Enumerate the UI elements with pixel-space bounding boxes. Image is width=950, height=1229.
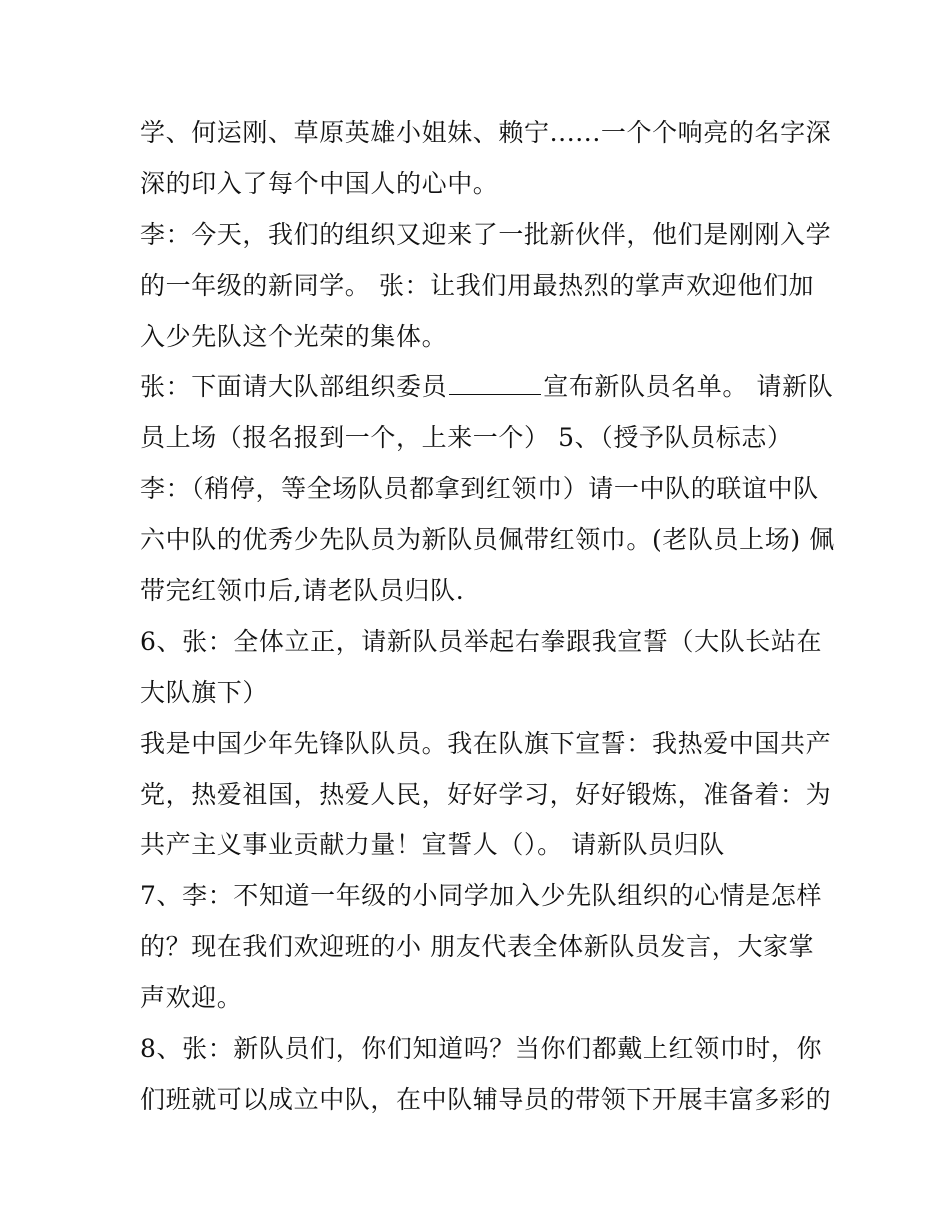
document-page <box>140 108 835 1126</box>
text-line: 深的印入了每个中国人的心中。 <box>140 168 499 198</box>
text-line: 们班就可以成立中队，在中队辅导员的带领下开展丰富多彩的 <box>140 1084 832 1114</box>
text-line: 六中队的优秀少先队员为新队员佩带红领巾。(老队员上场) 佩 <box>140 525 835 555</box>
text-line: 7、李：不知道一年级的小同学加入少先队组织的心情是怎样 <box>140 881 823 911</box>
text-line: 的一年级的新同学。 张：让我们用最热烈的掌声欢迎他们加 <box>140 270 815 300</box>
text-line: 声欢迎。 <box>140 983 243 1013</box>
text-line: 李：（稍停，等全场队员都拿到红领巾）请一中队的联谊中队 <box>140 474 819 504</box>
fill-in-blank <box>449 372 541 395</box>
text-segment: 宣布新队员名单。 请新队 <box>543 372 834 402</box>
text-line: 带完红领巾后,请老队员归队. <box>140 576 465 606</box>
text-line: 的？现在我们欢迎班的小 朋友代表全体新队员发言，大家掌 <box>140 932 815 962</box>
text-line: 共产主义事业贡献力量！宣誓人（）。 请新队员归队 <box>140 830 725 860</box>
text-line: 党，热爱祖国，热爱人民，好好学习，好好锻炼，准备着：为 <box>140 779 832 809</box>
text-line: 6、张：全体立正，请新队员举起右拳跟我宣誓（大队长站在 <box>140 626 823 656</box>
text-line: 我是中国少年先锋队队员。我在队旗下宣誓：我热爱中国共产 <box>140 728 832 758</box>
text-line: 大队旗下） <box>140 677 269 707</box>
text-line: 8、张：新队员们，你们知道吗？当你们都戴上红领巾时，你 <box>140 1034 823 1064</box>
text-line: 入少先队这个光荣的集体。 <box>140 321 448 351</box>
text-line: 学、何运刚、草原英雄小姐妹、赖宁......一个个响亮的名字深 <box>140 118 832 147</box>
text-segment: 张：下面请大队部组织委员 <box>140 372 448 402</box>
text-line: 李：今天，我们的组织又迎来了一批新伙伴，他们是刚刚入学 <box>140 219 832 249</box>
text-line-with-blank <box>140 362 834 413</box>
text-line: 员上场（报名报到一个，上来一个） 5、（授予队员标志） <box>140 423 793 453</box>
